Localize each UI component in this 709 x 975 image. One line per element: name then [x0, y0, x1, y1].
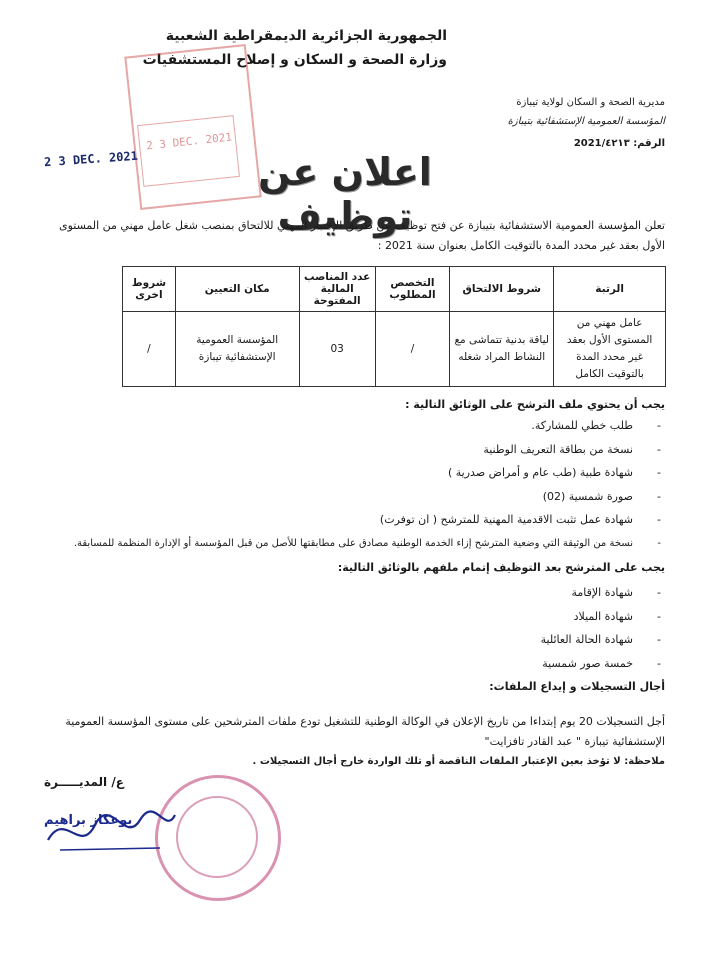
section-1-heading: يجب أن يحتوي ملف الترشح على الوثائق التالية : — [405, 398, 665, 411]
intro-paragraph: تعلن المؤسسة العمومية الاستشفائية بتيبازة عن فتح توظيف عن طريق الإختبار المهني للالتحاق بمنصب شغل عامل مهني من المستوى الأول بعقد غير محدد المدة بالتوقيت الكامل بعنوان سنة 2021 : — [58, 219, 665, 252]
jobs-table — [122, 266, 666, 387]
section-2-heading: يجب على المترشح بعد التوظيف إتمام ملفهم بالوثائق التالية: — [337, 561, 665, 574]
required-documents-list — [74, 414, 661, 555]
list-item: - نسخة من الوثيقة التي وضعية المترشح إزاء الخدمة الوطنية مصادق على مطابقتها للأصل من قبل المؤسسة أو الإدارة المنظمة للمسابقة. — [74, 532, 661, 556]
reference-number: الرقم: 2021/٤٢١٣ — [573, 138, 665, 149]
table-header-cell: التخصص المطلوب — [375, 267, 449, 312]
post-hire-documents-list — [541, 581, 661, 675]
list-item: - شهادة الميلاد — [541, 605, 661, 629]
direction-line-1: مديرية الصحة و السكان لولاية تيبازة — [516, 97, 665, 108]
signatory-title: ع/ المديـــــرة — [44, 775, 124, 789]
deadline-paragraph: أجل التسجيلات 20 يوم إبتداءا من تاريخ الإعلان في الوكالة الوطنية للتشغيل تودع ملفات المترشحين على مستوى المؤسسة العمومية الإستشفائية تيبازة " عبد القادر تافزايت" — [65, 715, 665, 748]
table-header-cell: شروط اخرى — [123, 267, 176, 312]
list-item: - صورة شمسية (02) — [74, 485, 661, 509]
stamp-date: 2 3 DEC. 2021 — [145, 130, 233, 153]
table-cell: / — [123, 312, 176, 387]
list-item: - شهادة طبية (طب عام و أمراض صدرية ) — [74, 461, 661, 485]
table-header-cell: شروط الالتحاق — [450, 267, 554, 312]
list-item: - نسخة من بطاقة التعريف الوطنية — [74, 438, 661, 462]
table-header-cell: مكان التعيين — [175, 267, 299, 312]
ministry-header: وزارة الصحة و السكان و إصلاح المستشفيات — [142, 52, 447, 68]
table-header-cell: الرتبة — [554, 267, 666, 312]
list-item: - طلب خطي للمشاركة. — [74, 414, 661, 438]
table-header-row — [123, 267, 666, 312]
direction-line-2: المؤسسة العمومية الإستشفائية بتيبازة — [507, 116, 665, 127]
table-cell: لياقة بدنية تتماشى مع النشاط المراد شغله — [450, 312, 554, 387]
page-title: اعلان عن توظيف — [258, 150, 432, 238]
list-item: - شهادة الإقامة — [541, 581, 661, 605]
received-date: 2 3 DEC. 2021 — [43, 148, 139, 170]
table-cell: المؤسسة العمومية الإستشفائية تيبازة — [175, 312, 299, 387]
republic-header: الجمهورية الجزائرية الديمقراطية الشعبية — [165, 28, 447, 44]
list-item: - شهادة عمل تثبت الاقدمية المهنية للمترشح ( ان توفرت) — [74, 508, 661, 532]
table-row — [123, 312, 666, 387]
table-cell: / — [375, 312, 449, 387]
list-item: - خمسة صور شمسية — [541, 652, 661, 676]
section-3-heading: أجال التسجيلات و إيداع الملفات: — [489, 680, 665, 693]
table-cell: 03 — [299, 312, 375, 387]
list-item: - شهادة الحالة العائلية — [541, 628, 661, 652]
signatory-name: بوعكاز براهيم — [44, 813, 133, 828]
table-header-cell: عدد المناصب المالية المفتوحة — [299, 267, 375, 312]
note-text: ملاحظة: لا تؤخذ بعين الإعتبار الملفات الناقصة أو تلك الواردة خارج أجال التسجيلات . — [252, 756, 665, 767]
table-cell: عامل مهني من المستوى الأول بعقد غير محدد المدة بالتوقيت الكامل — [554, 312, 666, 387]
signature-icon — [40, 800, 180, 860]
